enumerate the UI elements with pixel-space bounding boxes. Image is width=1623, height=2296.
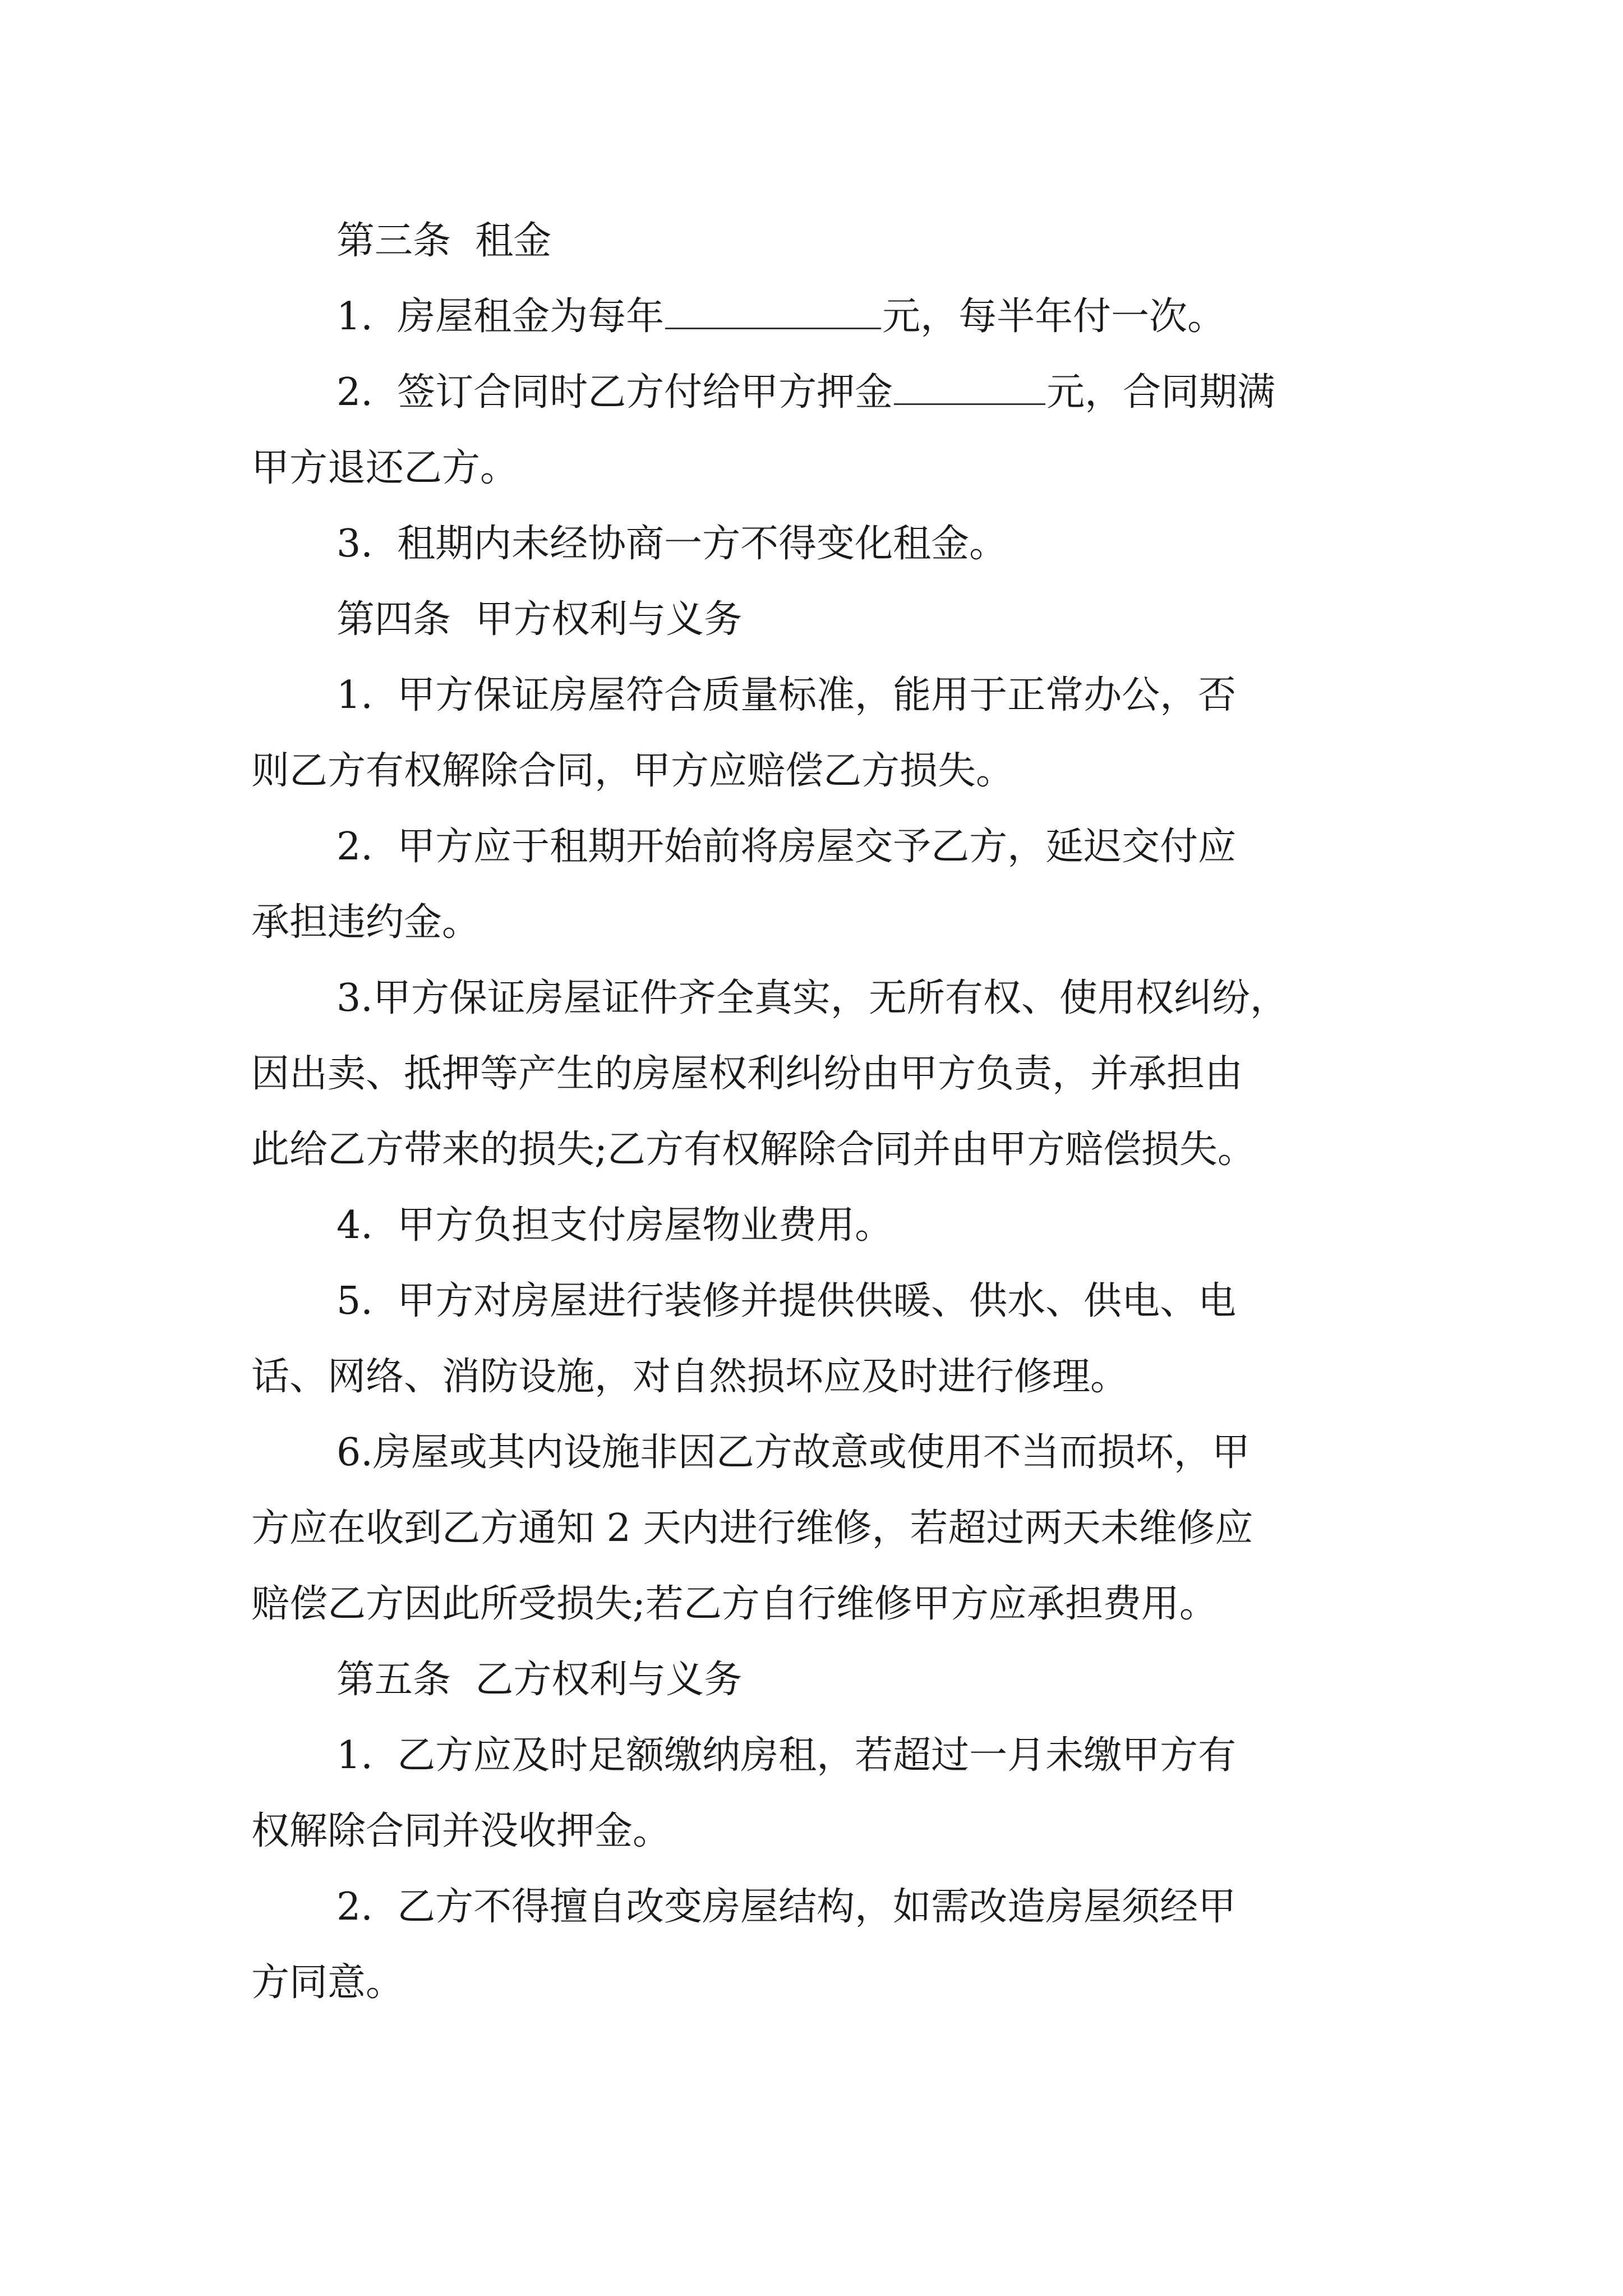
article-5-heading: 第五条 乙方权利与义务	[336, 1658, 743, 1702]
clause-4-2: 2. 甲方应于租期开始前将房屋交予乙方，延迟交付应	[336, 825, 1237, 869]
article-4-heading: 第四条 甲方权利与义务	[336, 597, 743, 642]
clause-4-1: 1. 甲方保证房屋符合质量标准，能用于正常办公，否	[336, 673, 1237, 717]
clause-4-6-cont-2: 赔偿乙方因此所受损失;若乙方自行维修甲方应承担费用。	[251, 1582, 1218, 1626]
clause-5-2-cont: 方同意。	[251, 1961, 404, 2005]
clause-3-1-before: 1. 房屋租金为每年	[336, 295, 665, 339]
clause-4-3-cont-1: 因出卖、抵押等产生的房屋权利纠纷由甲方负责，并承担由	[251, 1052, 1243, 1096]
clause-4-6-cont-1: 方应在收到乙方通知 2 天内进行维修，若超过两天未维修应	[251, 1506, 1253, 1550]
clause-3-1	[336, 289, 1225, 345]
clause-4-2-cont: 承担违约金。	[251, 900, 481, 945]
deposit-amount-blank[interactable]	[894, 371, 1045, 405]
clause-3-2	[336, 365, 1275, 421]
clause-4-5-cont: 话、网络、消防设施，对自然损坏应及时进行修理。	[251, 1355, 1129, 1399]
clause-4-6: 6.房屋或其内设施非因乙方故意或使用不当而损坏，甲	[336, 1430, 1250, 1475]
clause-4-4: 4. 甲方负担支付房屋物业费用。	[336, 1203, 893, 1248]
clause-3-1-after: 元，每半年付一次。	[882, 295, 1226, 339]
rent-amount-blank[interactable]	[665, 295, 881, 329]
clause-4-1-cont: 则乙方有权解除合同，甲方应赔偿乙方损失。	[251, 749, 1015, 793]
clause-5-1: 1. 乙方应及时足额缴纳房租，若超过一月未缴甲方有	[336, 1733, 1237, 1778]
clause-3-2-cont: 甲方退还乙方。	[251, 446, 519, 490]
clause-5-2: 2. 乙方不得擅自改变房屋结构，如需改造房屋须经甲	[336, 1885, 1237, 1929]
article-3-heading: 第三条 租金	[336, 219, 552, 263]
clause-3-2-before: 2. 签订合同时乙方付给甲方押金	[336, 370, 893, 415]
clause-4-5: 5. 甲方对房屋进行装修并提供供暖、供水、供电、电	[336, 1279, 1237, 1323]
clause-4-3-cont-2: 此给乙方带来的损失;乙方有权解除合同并由甲方赔偿损失。	[251, 1128, 1256, 1172]
clause-3-3: 3. 租期内未经协商一方不得变化租金。	[336, 522, 1008, 566]
clause-4-3: 3.甲方保证房屋证件齐全真实，无所有权、使用权纠纷，	[336, 976, 1288, 1020]
clause-3-2-after: 元，合同期满	[1046, 370, 1276, 415]
clause-5-1-cont: 权解除合同并没收押金。	[251, 1809, 671, 1853]
